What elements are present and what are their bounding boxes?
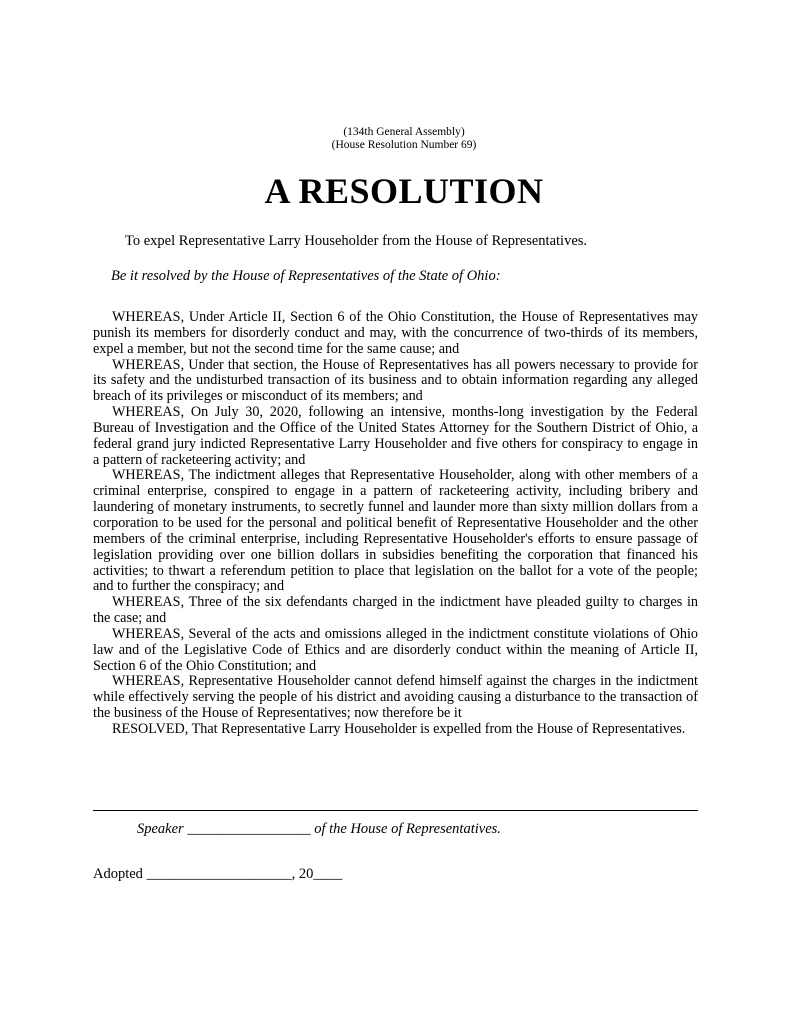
- assembly-label: (134th General Assembly): [343, 126, 465, 138]
- resolution-header: [0, 126, 791, 152]
- adopted-year: , 20____: [291, 866, 343, 882]
- whereas-paragraph: WHEREAS, The indictment alleges that Representative Householder, along with other members of a criminal enterprise, conspired to engage in a pattern of racketeering activity, including bribery and laundering of monetary instruments, to secretly funnel and launder more than sixty million dollars from a corporation to be used for the personal and political benefit of Representative Householder and the other members of the criminal enterprise, including Representative Householder's efforts to ensure passage of legislation providing over one billion dollars in subsidies benefiting the corporation that financed his activities; to thwart a referendum petition to place that legislation on the ballot for a vote of the people; and to further the conspiracy; and: [93, 467, 698, 595]
- whereas-paragraph: WHEREAS, Several of the acts and omissions alleged in the indictment constitute violations of Ohio law and of the Legislative Code of Ethics and are disorderly conduct within the meaning of Article II, Section 6 of the Ohio Constitution; and: [93, 625, 698, 674]
- whereas-paragraph: WHEREAS, On July 30, 2020, following an intensive, months-long investigation by the Federal Bureau of Investigation and the Office of the United States Attorney for the Southern District of Ohio, a federal grand jury indicted Representative Larry Householder and five others for conspiracy to engage in a pattern of racketeering activity; and: [93, 404, 698, 468]
- speaker-prefix: Speaker: [137, 821, 184, 837]
- document-title: A RESOLUTION: [264, 171, 544, 211]
- resolved-paragraph: RESOLVED, That Representative Larry Householder is expelled from the House of Representatives.: [112, 720, 686, 737]
- adopted-blank: ____________________: [146, 866, 292, 882]
- enacting-clause: Be it resolved by the House of Representatives of the State of Ohio:: [111, 268, 501, 284]
- whereas-paragraph: WHEREAS, Representative Householder cannot defend himself against the charges in the indictment while effectively serving the people of his district and avoiding causing a disturbance to the transaction of the business of the House of Representatives; now therefore be it: [93, 673, 698, 722]
- purpose-statement: To expel Representative Larry Householder from the House of Representatives.: [125, 233, 588, 249]
- adopted-line: [93, 866, 342, 883]
- speaker-suffix: of the House of Representatives.: [314, 821, 501, 837]
- signature-divider: [93, 810, 698, 811]
- whereas-paragraph: WHEREAS, Three of the six defendants charged in the indictment have pleaded guilty to charges in the case; and: [93, 594, 698, 627]
- resolution-body: [93, 310, 698, 738]
- whereas-paragraph: WHEREAS, Under Article II, Section 6 of the Ohio Constitution, the House of Representatives may punish its members for disorderly conduct and may, with the concurrence of two-thirds of its members, expel a member, but not the second time for the same cause; and: [93, 309, 698, 357]
- resolution-number: (House Resolution Number 69): [331, 139, 477, 151]
- speaker-blank: _________________: [187, 821, 311, 837]
- whereas-paragraph: WHEREAS, Under that section, the House of Representatives has all powers necessary to provide for its safety and the undisturbed transaction of its business and to obtain information regarding any alleged breach of its privileges or misconduct of its members; and: [93, 356, 698, 405]
- adopted-label: Adopted: [93, 866, 143, 882]
- speaker-signature-line: [137, 821, 501, 838]
